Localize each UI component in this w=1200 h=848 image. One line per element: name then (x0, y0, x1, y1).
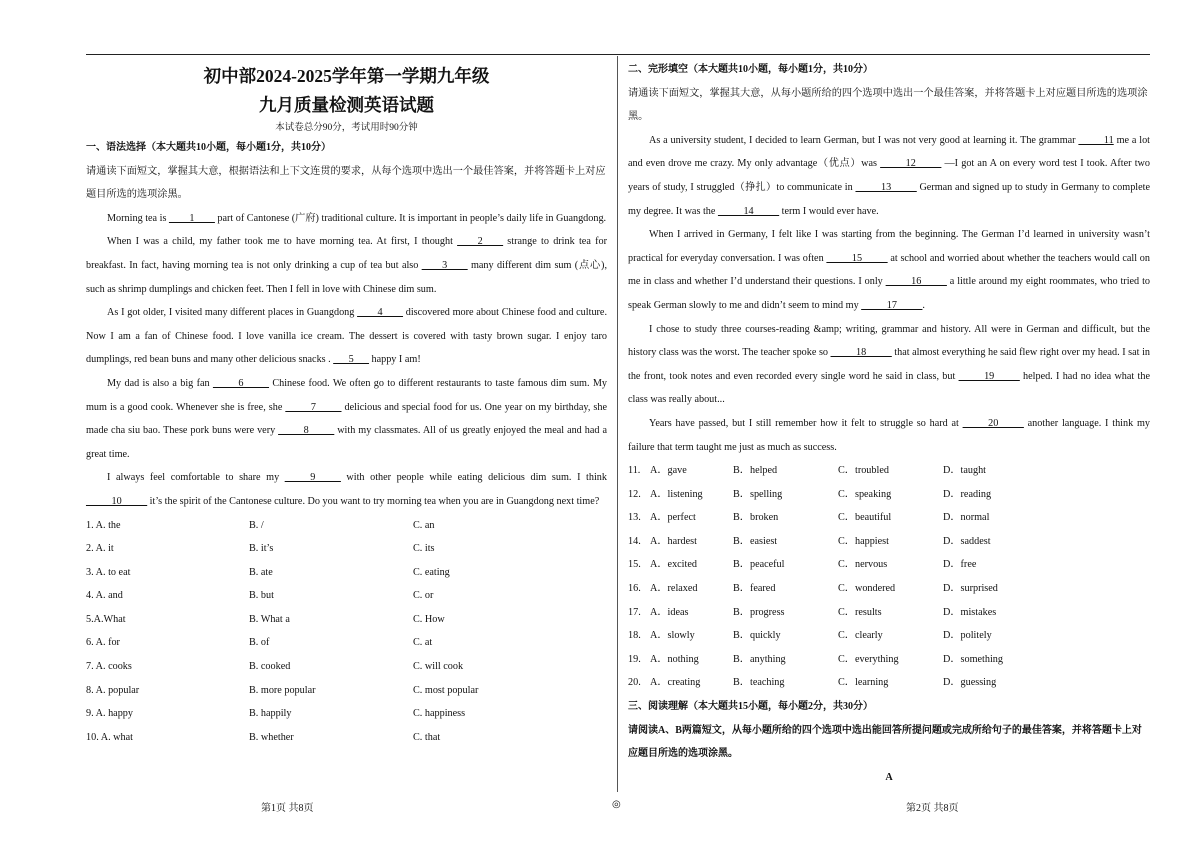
option-a: 1. A. the (86, 519, 121, 531)
option-c: C. How (413, 613, 445, 625)
option-c: C．everything (838, 653, 899, 665)
page-number-right: 第2页 共8页 (906, 803, 959, 814)
option-b: B．quickly (733, 630, 781, 642)
option-row-6 (86, 631, 607, 655)
option-row-7 (86, 655, 607, 679)
section2-paragraph-1 (628, 129, 1150, 223)
question-number: 19. (628, 653, 641, 665)
option-d: D．guessing (943, 677, 997, 689)
option-b: B. / (249, 519, 264, 531)
option-a: A．nothing (650, 653, 699, 665)
section1-paragraph-1 (86, 207, 607, 231)
option-row-12 (628, 483, 1150, 507)
option-a: 3. A. to eat (86, 566, 131, 578)
blank-3: ____3____ (421, 259, 468, 271)
question-number: 11. (628, 465, 641, 477)
option-row-9 (86, 702, 607, 726)
option-c: C. eating (413, 566, 450, 578)
option-b: B．spelling (733, 488, 783, 500)
section3-instructions: 请阅读A、B两篇短文，从每小题所给的四个选项中选出能回答所提问题或完成所给句子的最佳答案，并将答题卡上对应题目所选的选项涂黑。 (628, 724, 1142, 760)
section2-options (628, 459, 1150, 695)
option-row-1 (86, 514, 607, 538)
option-b: B．teaching (733, 677, 785, 689)
section3-heading: 三、阅读理解（本大题共15小题，每小题2分，共30分） (628, 701, 873, 713)
section2-heading: 二、完形填空（本大题共10小题，每小题1分，共10分） (628, 64, 873, 75)
text-run: it’s the spirit of the Cantonese culture. Do you want to try morning tea when you are in Guangdong next time? (147, 495, 600, 507)
option-row-8 (86, 679, 607, 703)
section2-paragraph-2 (628, 223, 1150, 317)
option-c: C．nervous (838, 559, 888, 571)
option-a: A．perfect (650, 512, 696, 524)
option-a: 7. A. cooks (86, 661, 132, 673)
option-b: B. but (249, 590, 274, 602)
blank-1: ____1____ (168, 212, 215, 224)
option-c: C．wondered (838, 583, 896, 595)
blank-8: _____8_____ (278, 425, 335, 437)
question-number: 13. (628, 512, 641, 524)
text-run: me a lot and even drove me crazy. My only advantage（优点）was (628, 134, 1150, 170)
option-d: D．politely (943, 630, 992, 642)
option-b: B. it’s (249, 543, 274, 555)
option-row-2 (86, 537, 607, 561)
blank-12: _____12_____ (880, 158, 942, 170)
option-row-16 (628, 577, 1150, 601)
option-b: B. more popular (249, 684, 316, 696)
blank-16: _____16_____ (885, 276, 947, 288)
blank-7: _____7_____ (285, 401, 342, 413)
text-run: Chinese food. We often go to different restaurants to taste famous dim sum. My mum is a good cook. Whenever she is free, she (86, 377, 607, 413)
option-a: A．excited (650, 559, 697, 571)
section1-options (86, 514, 607, 750)
option-b: B. What a (249, 613, 290, 625)
option-d: D．reading (943, 488, 992, 500)
text-run: I chose to study three courses-reading &amp; writing, grammar and history. All were in German and difficult, but the history class was the worst. The teacher spoke so (628, 323, 1150, 359)
option-b: B．broken (733, 512, 779, 524)
option-b: B．feared (733, 583, 776, 595)
text-run: As I got older, I visited many different places in Guangdong (107, 307, 358, 319)
option-a: A．slowly (650, 630, 695, 642)
option-d: D．free (943, 559, 977, 571)
blank-15: _____15_____ (826, 252, 888, 264)
option-d: D．something (943, 653, 1003, 665)
option-a: 5.A.What (86, 613, 126, 625)
top-rule (86, 54, 1150, 55)
text-run: with my classmates. All of us greatly enjoyed the meal and had a great time. (86, 425, 607, 460)
option-b: B．easiest (733, 535, 778, 547)
passage-a-label: A (885, 771, 893, 783)
option-c: C. most popular (413, 684, 479, 696)
section2-paragraph-3 (628, 318, 1150, 412)
text-run: discovered more about Chinese food and culture. Now I am a fan of Chinese food. I love vanilla ice cream. The dessert is covered with tasty brown sugar. I enjoy taro dumplings, red bean buns and many other delicious snacks . (86, 307, 607, 366)
section1-heading: 一、语法选择（本大题共10小题，每小题1分，共10分） (86, 142, 331, 153)
option-b: B．peaceful (733, 559, 785, 571)
option-c: C．learning (838, 677, 889, 689)
option-b: B．anything (733, 653, 786, 665)
option-b: B．progress (733, 606, 785, 618)
option-row-14 (628, 530, 1150, 554)
section2-paragraph-4 (628, 412, 1150, 459)
option-c: C. or (413, 590, 434, 602)
section2-instructions: 请通读下面短文，掌握其大意，从每小题所给的四个选项中选出一个最佳答案，并将答题卡上对应题目所选的选项涂黑。 (628, 87, 1148, 123)
option-a: 10. A. what (86, 731, 133, 743)
text-run: Morning tea is (107, 212, 169, 224)
option-c: C. happiness (413, 708, 466, 720)
text-run: When I was a child, my father took me to have morning tea. At first, I thought (107, 236, 458, 248)
option-d: D．taught (943, 465, 987, 477)
option-a: 4. A. and (86, 590, 123, 602)
blank-2: ____2____ (457, 236, 504, 248)
option-d: D．normal (943, 512, 990, 524)
option-a: A．gave (650, 465, 687, 477)
blank-9: _____9_____ (284, 472, 341, 484)
exam-title-line1: 初中部2024-2025学年第一学期九年级 (203, 66, 490, 86)
option-b: B. ate (249, 566, 273, 578)
option-row-3 (86, 561, 607, 585)
blank-20: _____20_____ (962, 417, 1024, 429)
option-row-18 (628, 624, 1150, 648)
question-number: 18. (628, 630, 641, 642)
blank-6: _____6_____ (212, 377, 269, 389)
option-a: A．creating (650, 677, 701, 689)
option-a: A．relaxed (650, 583, 698, 595)
text-run: at school and worried about whether the teachers would call on me in class and whether I’d understand their questions. I only (628, 252, 1150, 288)
option-b: B．helped (733, 465, 778, 477)
option-d: D．surprised (943, 583, 998, 595)
option-c: C．results (838, 606, 882, 618)
option-a: 8. A. popular (86, 684, 140, 696)
option-a: A．ideas (650, 606, 689, 618)
option-c: C．happiest (838, 535, 889, 547)
text-run: delicious and special food for us. One year on my birthday, she made cha siu bao. These pork buns were very (86, 401, 607, 437)
text-run: happy I am! (368, 354, 421, 366)
option-a: 9. A. happy (86, 708, 133, 720)
option-row-10 (86, 726, 607, 750)
option-b: B. whether (249, 731, 294, 743)
exam-subtitle: 本试卷总分90分，考试用时90分钟 (275, 123, 418, 133)
option-b: B. cooked (249, 661, 291, 673)
option-c: C．troubled (838, 465, 889, 477)
blank-4: ____4____ (357, 307, 403, 319)
question-number: 20. (628, 677, 641, 689)
option-c: C. its (413, 543, 435, 555)
text-run: that almost everything he said flew right over my head. I sat in the front, took notes and even recorded every single word he said in class, but (628, 347, 1150, 382)
text-run: many different dim sum (点心), such as shrimp dumplings and chicken feet. Then I fell in love with Chinese dim sum. (86, 259, 607, 295)
text-run: part of Cantonese (广府) traditional culture. It is important in people’s daily life in Guangdong. (214, 212, 607, 224)
exam-title-line2: 九月质量检测英语试题 (259, 95, 434, 115)
section1-paragraph-2 (86, 230, 607, 301)
section1-paragraph-4 (86, 372, 607, 466)
text-run: a little around my eight roommates, who tried to speak German slowly to me and didn’t seem to mind my (628, 276, 1150, 311)
option-row-17 (628, 601, 1150, 625)
option-row-5 (86, 608, 607, 632)
blank-5: ___5___ (333, 354, 369, 366)
option-row-13 (628, 506, 1150, 530)
text-run: —I got an A on every word test I took. After two years of study, I struggled（挣扎）to communicate in (628, 158, 1150, 193)
option-d: D．mistakes (943, 606, 997, 618)
text-run: another language. I think my failure that term taught me just as much as success. (628, 417, 1151, 453)
blank-19: _____19_____ (958, 370, 1020, 382)
blank-18: _____18_____ (830, 347, 892, 359)
option-a: A．listening (650, 488, 703, 500)
center-mark: ◎ (612, 799, 621, 810)
text-run: helped. I had no idea what the class was really about... (628, 370, 1150, 406)
text-run: My dad is also a big fan (107, 377, 213, 389)
section1-paragraph-3 (86, 301, 607, 372)
text-run: As a university student, I decided to learn German, but I was not very good at learning it. The grammar (649, 134, 1079, 146)
text-run: When I arrived in Germany, I felt like I was starting from the beginning. The German I’d learned in university wasn’t practical for everyday conversation. I was often (628, 229, 1150, 264)
option-row-11 (628, 459, 1150, 483)
question-number: 12. (628, 488, 641, 500)
option-row-15 (628, 553, 1150, 577)
option-c: C. at (413, 637, 433, 649)
option-c: C．speaking (838, 488, 892, 500)
option-row-4 (86, 584, 607, 608)
text-run: term I would ever have. (779, 205, 879, 217)
option-row-19 (628, 648, 1150, 672)
question-number: 16. (628, 583, 641, 595)
option-c: C. will cook (413, 661, 464, 673)
blank-17: _____17_____ (861, 299, 923, 311)
text-run: German and signed up to study in Germany to complete my degree. It was the (628, 181, 1150, 217)
blank-13: _____13_____ (855, 181, 917, 193)
option-d: D．saddest (943, 535, 991, 547)
right-column (628, 58, 1150, 789)
blank-14: _____14_____ (717, 205, 780, 217)
option-c: C. an (413, 519, 435, 531)
option-c: C．beautiful (838, 512, 892, 524)
section1-instructions: 请通读下面短文，掌握其大意，根据语法和上下文连贯的要求，从每个选项中选出一个最佳答案，并将答题卡上对应题目所选的选项涂黑。 (86, 165, 606, 201)
option-a: A．hardest (650, 535, 697, 547)
option-a: 6. A. for (86, 637, 120, 649)
column-divider (617, 56, 618, 792)
text-run: . (922, 299, 925, 311)
text-run: strange to drink tea for breakfast. In fact, having morning tea is not only drinking a cup of tea but also (86, 236, 607, 271)
option-b: B. of (249, 637, 270, 649)
text-run: with other people while eating delicious dim sum. I think (340, 472, 607, 484)
option-a: 2. A. it (86, 543, 114, 555)
blank-11: _____11 (1078, 134, 1114, 146)
page-number-left: 第1页 共8页 (261, 803, 314, 814)
option-row-20 (628, 671, 1150, 695)
question-number: 14. (628, 535, 641, 547)
question-number: 17. (628, 606, 641, 618)
section1-paragraph-5 (86, 466, 607, 513)
question-number: 15. (628, 559, 641, 571)
left-column (86, 58, 607, 749)
option-c: C．clearly (838, 630, 883, 642)
blank-10: _____10_____ (86, 495, 148, 507)
text-run: Years have passed, but I still remember how it felt to struggle so hard at (649, 417, 963, 429)
text-run: I always feel comfortable to share my (107, 472, 285, 484)
option-b: B. happily (249, 708, 292, 720)
option-c: C. that (413, 731, 441, 743)
